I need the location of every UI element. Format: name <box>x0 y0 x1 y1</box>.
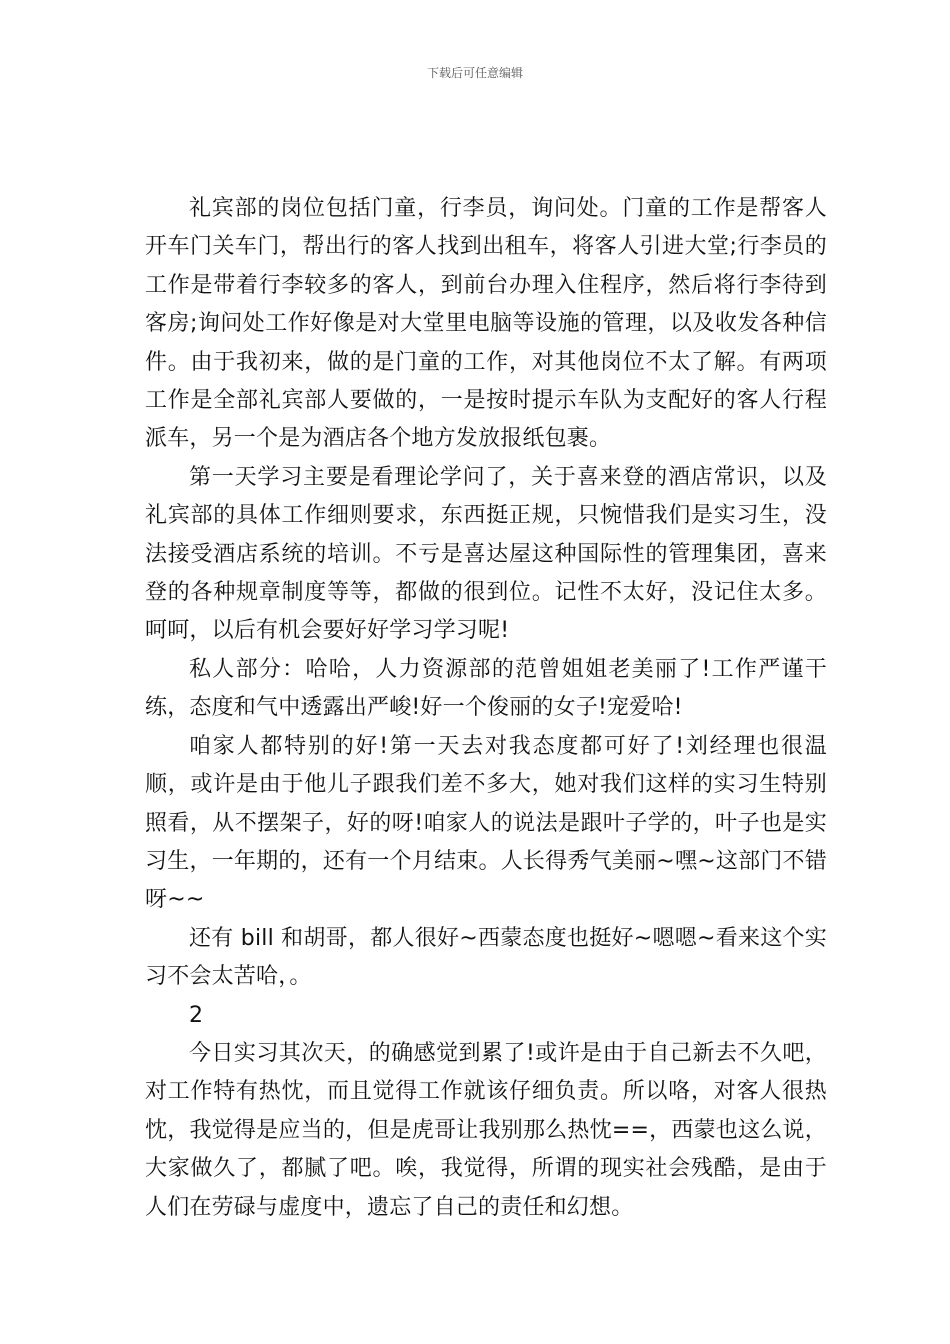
section-number: 2 <box>189 1002 204 1028</box>
paragraph-colleagues: 咱家人都特别的好!第一天去对我态度都可好了!刘经理也很温顺，或许是由于他儿子跟我们差不多大，她对我们这样的实习生特别照看，从不摆架子，好的呀!咱家人的说法是跟叶子学的，叶子也是实习生，一年期的，还有一个月结束。人长得秀气美丽~嘿~这部门不错呀~~ <box>145 733 827 913</box>
paragraph-personal-hr: 私人部分：哈哈，人力资源部的范曾姐姐老美丽了!工作严谨干练，态度和气中透露出严峻!好一个俊丽的女子!宠爱哈! <box>145 656 827 721</box>
paragraph-bill-and-hu: 还有 bill 和胡哥，都人很好~西蒙态度也挺好~嗯嗯~看来这个实习不会太苦哈，。 <box>145 925 827 990</box>
paragraph-first-day-study: 第一天学习主要是看理论学问了，关于喜来登的酒店常识，以及礼宾部的具体工作细则要求，东西挺正规，只惋惜我们是实习生，没法接受酒店系统的培训。不亏是喜达屋这种国际性的管理集团，喜来登的各种规章制度等等，都做的很到位。记性不太好，没记住太多。呵呵，以后有机会要好好学习学习呢! <box>145 464 827 644</box>
paragraph-concierge-roles: 礼宾部的岗位包括门童，行李员，询问处。门童的工作是帮客人开车门关车门，帮出行的客人找到出租车，将客人引进大堂;行李员的工作是带着行李较多的客人，到前台办理入住程序，然后将行李待到客房;询问处工作好像是对大堂里电脑等设施的管理，以及收发各种信件。由于我初来，做的是门童的工作，对其他岗位不太了解。有两项工作是全部礼宾部人要做的，一是按时提示车队为支配好的客人行程派车，另一个是为酒店各个地方发放报纸包裹。 <box>145 196 827 452</box>
page-header-note: 下载后可任意编辑 <box>426 66 523 80</box>
paragraph-second-day: 今日实习其次天，的确感觉到累了!或许是由于自己新去不久吧，对工作特有热忱，而且觉得工作就该仔细负责。所以咯，对客人很热忱，我觉得是应当的，但是虎哥让我别那么热忱==，西蒙也这么说，大家做久了，都腻了吧。唉，我觉得，所谓的现实社会残酷，是由于人们在劳碌与虚度中，遗忘了自己的责任和幻想。 <box>145 1040 827 1220</box>
document-body <box>145 190 827 1227</box>
